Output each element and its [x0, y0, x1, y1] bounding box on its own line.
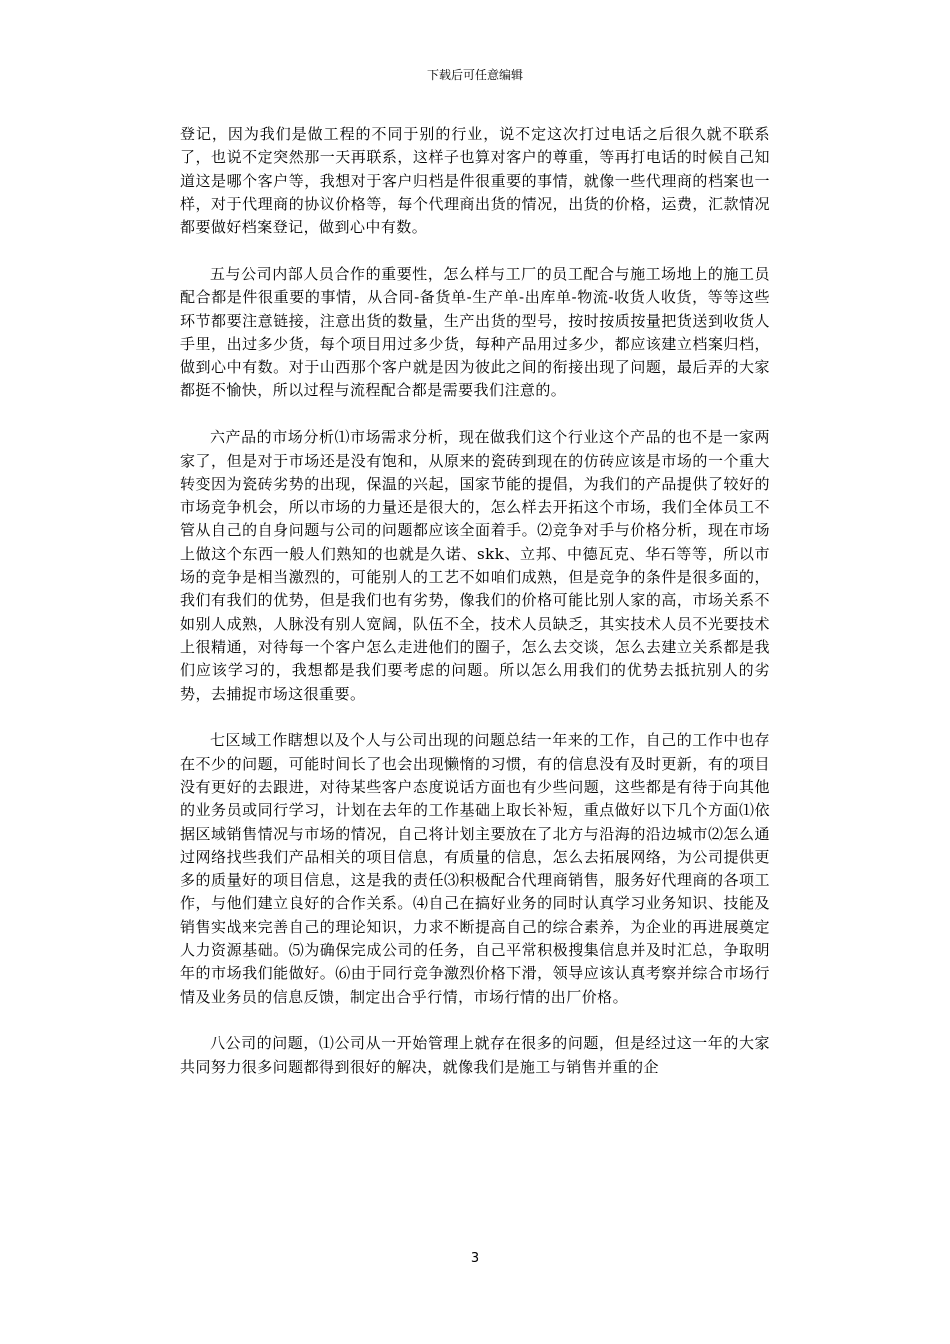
page-header: 下载后可任意编辑 [426, 68, 523, 82]
paragraph-market-analysis: 六产品的市场分析⑴市场需求分析，现在做我们这个行业这个产品的也不是一家两家了，但是对于市场还是没有饱和，从原来的瓷砖到现在的仿砖应该是市场的一个重大转变因为瓷砖劣势的出现，保温的兴起，国家节能的提倡，为我们的产品提供了较好的市场竞争机会，所以市场的力量还是很大的，怎么样去开拓这个市场，我们全体员工不管从自己的自身问题与公司的问题都应该全面着手。⑵竞争对手与价格分析，现在市场上做这个东西一般人们熟知的也就是久诺、skk、立邦、中德瓦克、华石等等，所以市场的竞争是相当激烈的，可能别人的工艺不如咱们成熟，但是竞争的条件是很多面的，我们有我们的优势，但是我们也有劣势，像我们的价格可能比别人家的高，市场关系不如别人成熟，人脉没有别人宽阔，队伍不全，技术人员缺乏，其实技术人员不光要技术上很精通，对待每一个客户怎么走进他们的圈子，怎么去交谈，怎么去建立关系都是我们应该学习的，我想都是我们要考虑的问题。所以怎么用我们的优势去抵抗别人的劣势，去捕捉市场这很重要。 [180, 428, 770, 703]
document-body [180, 123, 770, 1079]
page-number: 3 [470, 1251, 480, 1266]
paragraph-company-issues: 八公司的问题，⑴公司从一开始管理上就存在很多的问题，但是经过这一年的大家共同努力很多问题都得到很好的解决，就像我们是施工与销售并重的企 [180, 1034, 770, 1076]
paragraph-regional-work: 七区域工作瞎想以及个人与公司出现的问题总结一年来的工作，自己的工作中也存在不少的问题，可能时间长了也会出现懒惰的习惯，有的信息没有及时更新，有的项目没有更好的去跟进，对待某些客户态度说话方面也有少些问题，这些都是有待于向其他的业务员或同行学习，计划在去年的工作基础上取长补短，重点做好以下几个方面⑴依据区域销售情况与市场的情况，自己将计划主要放在了北方与沿海的沿边城市⑵怎么通过网络找些我们产品相关的项目信息，有质量的信息，怎么去拓展网络，为公司提供更多的质量好的项目信息，这是我的责任⑶积极配合代理商销售，服务好代理商的各项工作，与他们建立良好的合作关系。⑷自己在搞好业务的同时认真学习业务知识、技能及销售实战来完善自己的理论知识，力求不断提高自己的综合素养，为企业的再进展奠定人力资源基础。⑸为确保完成公司的任务，自己平常积极搜集信息并及时汇总，争取明年的市场我们能做好。⑹由于同行竞争激烈价格下滑，领导应该认真考察并综合市场行情及业务员的信息反馈，制定出合乎行情，市场行情的出厂价格。 [180, 731, 770, 1006]
paragraph-archive-records: 登记，因为我们是做工程的不同于别的行业，说不定这次打过电话之后很久就不联系了，也说不定突然那一天再联系，这样子也算对客户的尊重，等再打电话的时候自己知道这是哪个客户等，我想对于客户归档是件很重要的事情，就像一些代理商的档案也一样，对于代理商的协议价格等，每个代理商出货的情况，出货的价格，运费，汇款情况都要做好档案登记，做到心中有数。 [180, 125, 770, 237]
paragraph-internal-cooperation: 五与公司内部人员合作的重要性，怎么样与工厂的员工配合与施工场地上的施工员配合都是件很重要的事情，从合同-备货单-生产单-出库单-物流-收货人收货，等等这些环节都要注意链接，注意出货的数量，生产出货的型号，按时按质按量把货送到收货人手里，出过多少货，每个项目用过多少货，每种产品用过多少，都应该建立档案归档，做到心中有数。对于山西那个客户就是因为彼此之间的衔接出现了问题，最后弄的大家都挺不愉快，所以过程与流程配合都是需要我们注意的。 [180, 264, 770, 400]
